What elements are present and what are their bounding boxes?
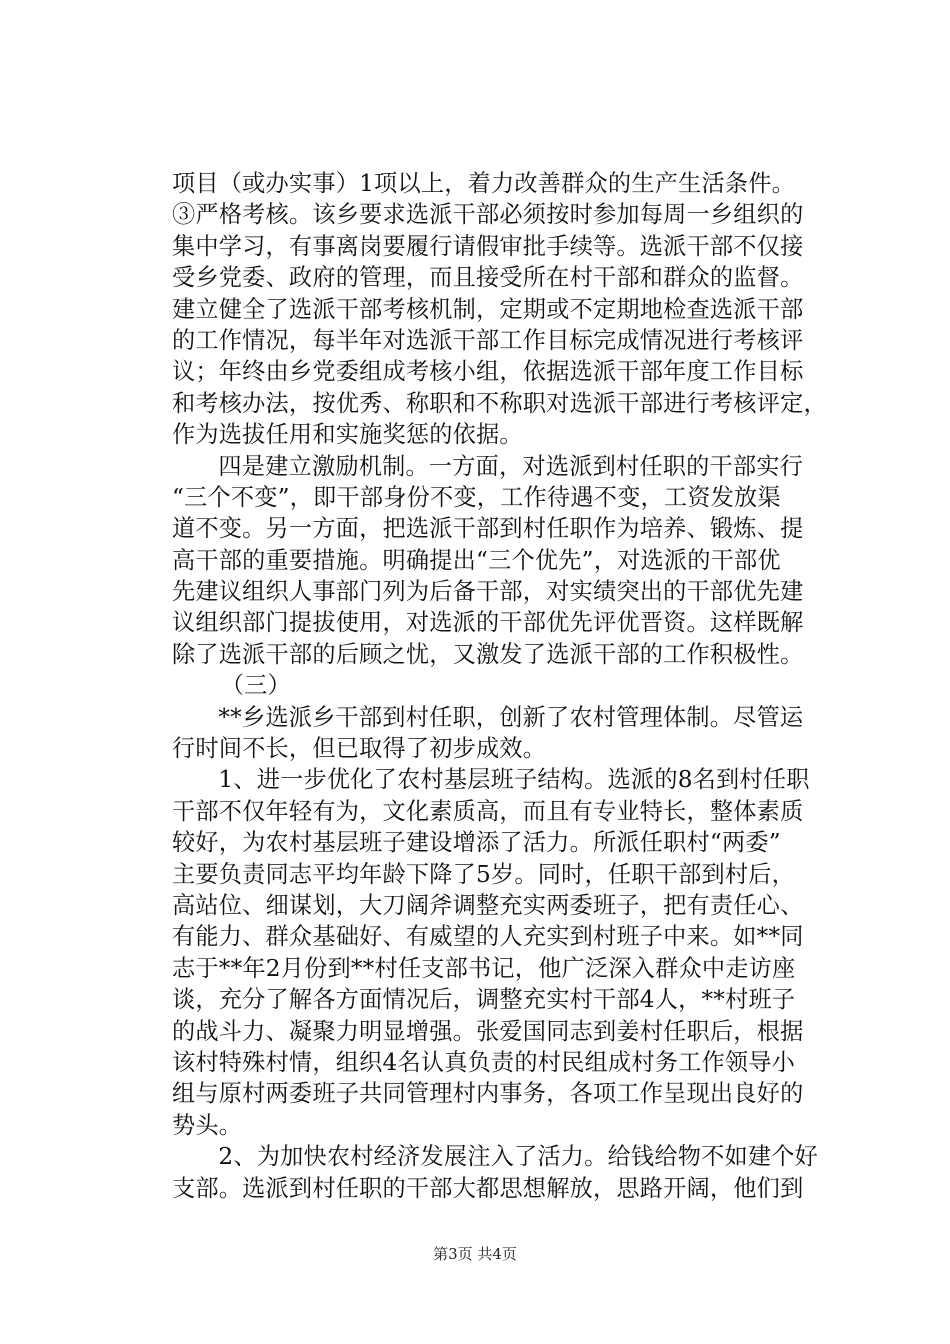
text-line: 项目（或办实事）1项以上，着力改善群众的生产生活条件。 (172, 170, 796, 197)
text-line: 志于**年2月份到**村任支部书记，他广泛深入群众中走访座 (172, 954, 796, 982)
text-line: 有能力、群众基础好、有威望的人充实到村班子中来。如**同 (172, 923, 804, 951)
section-heading: （三） (220, 672, 291, 700)
body-text (172, 168, 827, 1204)
text-line: ③严格考核。该乡要求选派干部必须按时参加每周一乡组织的 (172, 201, 804, 229)
text-line: 组与原村两委班子共同管理村内事务，各项工作呈现出良好的 (172, 1080, 804, 1108)
text-line: 谈，充分了解各方面情况后，调整充实村干部4人，**村班子 (172, 986, 796, 1014)
text-line: 除了选派干部的后顾之忧，又激发了选派干部的工作积极性。 (172, 640, 804, 668)
text-line: 和考核办法，按优秀、称职和不称职对选派干部进行考核评定， (172, 389, 827, 417)
paragraph-start-line: 1、进一步优化了农村基层班子结构。选派的8名到村任职 (218, 766, 810, 794)
text-line: 较好，为农村基层班子建设增添了活力。所派任职村“两委” (172, 829, 781, 857)
text-line: 支部。选派到村任职的干部大都思想解放，思路开阔，他们到 (172, 1174, 804, 1202)
paragraph-start-line: 四是建立激励机制。一方面，对选派到村任职的干部实行 (218, 452, 804, 480)
text-line: “三个不变”，即干部身份不变，工作待遇不变，工资发放渠 (172, 483, 781, 511)
text-line: 建立健全了选派干部考核机制，定期或不定期地检查选派干部 (172, 295, 804, 323)
text-line: 高站位、细谋划，大刀阔斧调整充实两委班子，把有责任心、 (172, 891, 804, 919)
text-line: 该村特殊村情，组织4名认真负责的村民组成村务工作领导小 (172, 1048, 796, 1076)
text-line: 作为选拔任用和实施奖惩的依据。 (172, 421, 523, 449)
text-line: 干部不仅年轻有为，文化素质高，而且有专业特长，整体素质 (172, 797, 804, 825)
text-line: 高干部的重要措施。明确提出“三个优先”，对选派的干部优 (172, 546, 781, 574)
text-line: 集中学习，有事离岗要履行请假审批手续等。选派干部不仅接 (172, 232, 804, 260)
text-line: 势头。 (172, 1111, 243, 1139)
text-line: 议；年终由乡党委组成考核小组，依据选派干部年度工作目标 (172, 358, 804, 386)
text-line: 行时间不长，但已取得了初步成效。 (172, 735, 547, 763)
text-line: 主要负责同志平均年龄下降了5岁。同时，任职干部到村后， (172, 860, 796, 888)
page-footer: 第3页 共4页 (433, 1245, 517, 1263)
text-line: 道不变。另一方面，把选派干部到村任职作为培养、锻炼、提 (172, 515, 804, 543)
text-line: 议组织部门提拔使用，对选派的干部优先评优晋资。这样既解 (172, 609, 804, 637)
paragraph-start-line: 2、为加快农村经济发展注入了活力。给钱给物不如建个好 (218, 1143, 819, 1171)
text-line: 的工作情况，每半年对选派干部工作目标完成情况进行考核评 (172, 326, 804, 354)
paragraph-start-line: **乡选派乡干部到村任职，创新了农村管理体制。尽管运 (218, 703, 804, 731)
text-line: 的战斗力、凝聚力明显增强。张爱国同志到姜村任职后，根据 (172, 1017, 804, 1045)
text-line: 受乡党委、政府的管理，而且接受所在村干部和群众的监督。 (172, 264, 804, 292)
text-line: 先建议组织人事部门列为后备干部，对实绩突出的干部优先建 (172, 578, 804, 606)
